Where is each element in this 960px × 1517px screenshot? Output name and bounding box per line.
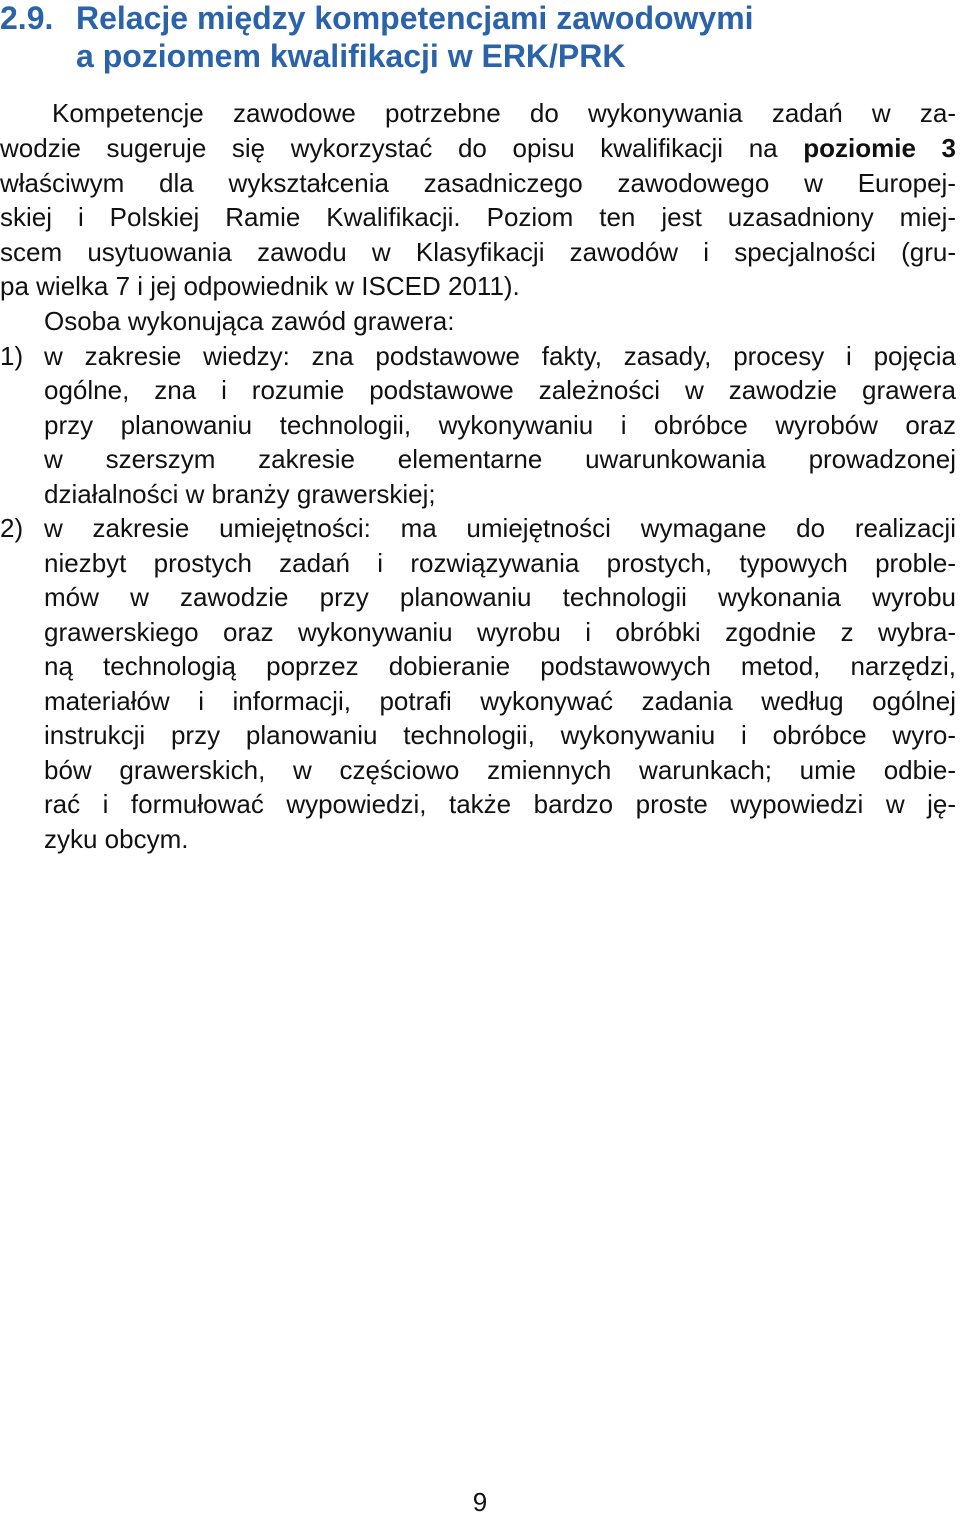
lead-sentence: Osoba wykonująca zawód grawera: [44, 306, 455, 336]
intro-line: pa wielka 7 i jej odpowiednik w ISCED 2011). [0, 271, 520, 301]
list-item-line: zyku obcym. [44, 824, 189, 854]
list-item-line: materiałów i informacji, potrafi wykonywać zadania według ogólnej [44, 686, 956, 716]
list-item-line: działalności w branży grawerskiej; [44, 479, 436, 509]
section-title-line-1: Relacje między kompetencjami zawodowymi [76, 0, 754, 36]
intro-line: wodzie sugeruje się wykorzystać do opisu kwalifikacji na poziomie 3 [0, 133, 957, 163]
list-item-line: instrukcji przy planowaniu technologii, wykonywaniu i obróbce wyro- [44, 720, 956, 750]
intro-line: Kompetencje zawodowe potrzebne do wykonywania zadań w za- [52, 98, 956, 128]
intro-line: skiej i Polskiej Ramie Kwalifikacji. Poziom ten jest uzasadniony miej- [0, 202, 956, 232]
page-number: 9 [472, 1487, 488, 1517]
list-item-line: ną technologią poprzez dobieranie podstawowych metod, narzędzi, [44, 651, 956, 681]
list-item-line: rać i formułować wypowiedzi, także bardzo proste wypowiedzi w ję- [44, 789, 956, 819]
list-item-line: przy planowaniu technologii, wykonywaniu i obróbce wyrobów oraz [44, 410, 956, 440]
list-item-line: w zakresie umiejętności: ma umiejętności wymagane do realizacji [44, 513, 956, 543]
emphasis-level: poziomie 3 [803, 133, 957, 163]
intro-line: scem usytuowania zawodu w Klasyfikacji zawodów i specjalności (gru- [0, 237, 956, 267]
list-item-line: ogólne, zna i rozumie podstawowe zależności w zawodzie grawera [44, 375, 956, 405]
section-title-line-2: a poziomem kwalifikacji w ERK/PRK [76, 38, 626, 74]
list-item-line: grawerskiego oraz wykonywaniu wyrobu i obróbki zgodnie z wybra- [44, 617, 956, 647]
section-number: 2.9. [0, 0, 54, 36]
list-item-number: 1) [0, 341, 24, 371]
list-item-line: niezbyt prostych zadań i rozwiązywania prostych, typowych proble- [44, 548, 956, 578]
list-item-number: 2) [0, 513, 24, 543]
list-item-line: mów w zawodzie przy planowaniu technologii wykonania wyrobu [44, 582, 956, 612]
list-item-line: bów grawerskich, w częściowo zmiennych warunkach; umie odbie- [44, 755, 956, 785]
intro-line: właściwym dla wykształcenia zasadniczego zawodowego w Europej- [0, 168, 956, 198]
list-item-line: w zakresie wiedzy: zna podstawowe fakty, zasady, procesy i pojęcia [44, 341, 956, 371]
list-item-line: w szerszym zakresie elementarne uwarunkowania prowadzonej [44, 444, 956, 474]
